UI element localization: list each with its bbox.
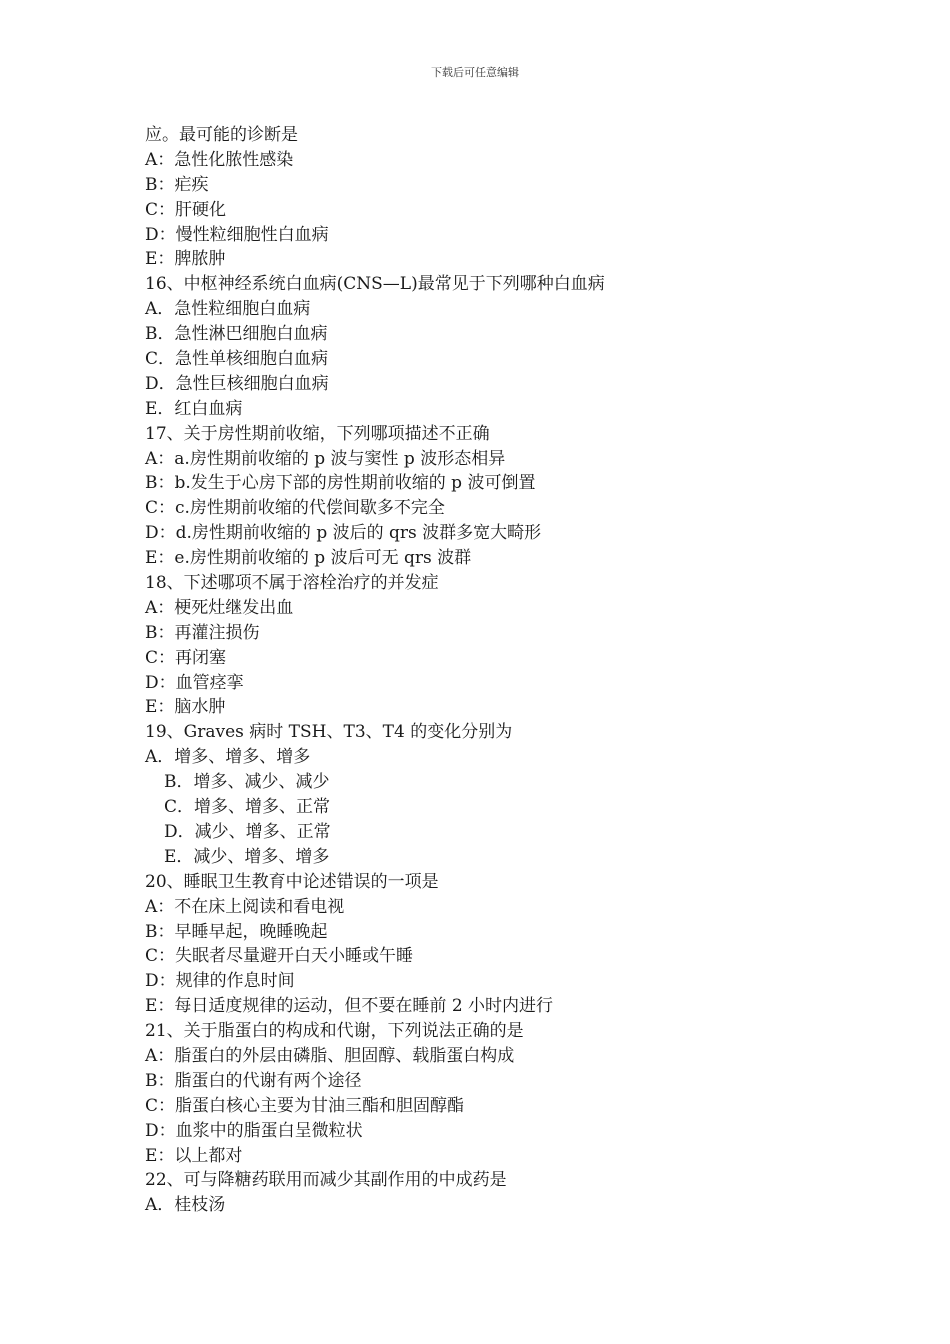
text-line: E：每日适度规律的运动，但不要在睡前 2 小时内进行 xyxy=(145,996,554,1017)
text-line: 21、关于脂蛋白的构成和代谢，下列说法正确的是 xyxy=(145,1021,524,1042)
text-line: A：梗死灶继发出血 xyxy=(145,597,294,618)
text-line: D：规律的作息时间 xyxy=(145,971,295,992)
text-line: E：以上都对 xyxy=(145,1145,243,1166)
text-line: B：早睡早起，晚睡晚起 xyxy=(145,921,328,942)
text-line: 17、关于房性期前收缩，下列哪项描述不正确 xyxy=(145,423,490,444)
text-line: A．桂枝汤 xyxy=(145,1195,226,1216)
text-line: 20、睡眠卫生教育中论述错误的一项是 xyxy=(145,871,439,892)
text-line: 19、Graves 病时 TSH、T3、T4 的变化分别为 xyxy=(145,722,513,743)
text-line: C．急性单核细胞白血病 xyxy=(145,349,329,370)
text-line: B：脂蛋白的代谢有两个途径 xyxy=(145,1070,362,1091)
text-line: C：脂蛋白核心主要为甘油三酯和胆固醇酯 xyxy=(145,1095,465,1116)
text-line: E：脑水肿 xyxy=(145,697,226,718)
text-line: B．急性淋巴细胞白血病 xyxy=(145,324,328,345)
page-header: 下载后可任意编辑 xyxy=(431,66,519,79)
text-line: D．减少、增多、正常 xyxy=(164,821,331,842)
text-line: 16、中枢神经系统白血病(CNS—L)最常见于下列哪种白血病 xyxy=(145,274,605,295)
text-line: C：肝硬化 xyxy=(145,199,227,220)
text-line: B：疟疾 xyxy=(145,174,209,195)
text-line: A．增多、增多、增多 xyxy=(145,747,311,768)
text-line: E：e.房性期前收缩的 p 波后可无 qrs 波群 xyxy=(145,548,472,569)
text-line: 18、下述哪项不属于溶栓治疗的并发症 xyxy=(145,573,439,594)
text-line: B：b.发生于心房下部的房性期前收缩的 p 波可倒置 xyxy=(145,473,536,494)
text-line: C：失眠者尽量避开白天小睡或午睡 xyxy=(145,946,414,967)
text-line: E．减少、增多、增多 xyxy=(164,846,330,867)
text-line: C．增多、增多、正常 xyxy=(164,797,331,818)
text-line: B：再灌注损伤 xyxy=(145,622,260,643)
text-line: B．增多、减少、减少 xyxy=(164,772,330,793)
text-line: 22、可与降糖药联用而减少其副作用的中成药是 xyxy=(145,1170,507,1191)
text-line: A．急性粒细胞白血病 xyxy=(145,299,311,320)
text-line: A：a.房性期前收缩的 p 波与窦性 p 波形态相异 xyxy=(145,448,506,469)
text-line: E．红白血病 xyxy=(145,398,243,419)
text-line: C：c.房性期前收缩的代偿间歇多不完全 xyxy=(145,498,445,519)
text-line: A：不在床上阅读和看电视 xyxy=(145,896,345,917)
text-line: D：d.房性期前收缩的 p 波后的 qrs 波群多宽大畸形 xyxy=(145,523,542,544)
text-line: D：慢性粒细胞性白血病 xyxy=(145,224,329,245)
text-line: 应。最可能的诊断是 xyxy=(145,125,298,145)
text-line: D：血浆中的脂蛋白呈微粒状 xyxy=(145,1120,363,1141)
text-line: C：再闭塞 xyxy=(145,647,227,668)
text-line: D．急性巨核细胞白血病 xyxy=(145,373,329,394)
text-line: A：脂蛋白的外层由磷脂、胆固醇、载脂蛋白构成 xyxy=(145,1045,515,1066)
text-line: D：血管痉挛 xyxy=(145,672,244,693)
text-line: E：脾脓肿 xyxy=(145,249,226,270)
text-line: A：急性化脓性感染 xyxy=(145,149,294,170)
document-body xyxy=(145,123,865,1218)
